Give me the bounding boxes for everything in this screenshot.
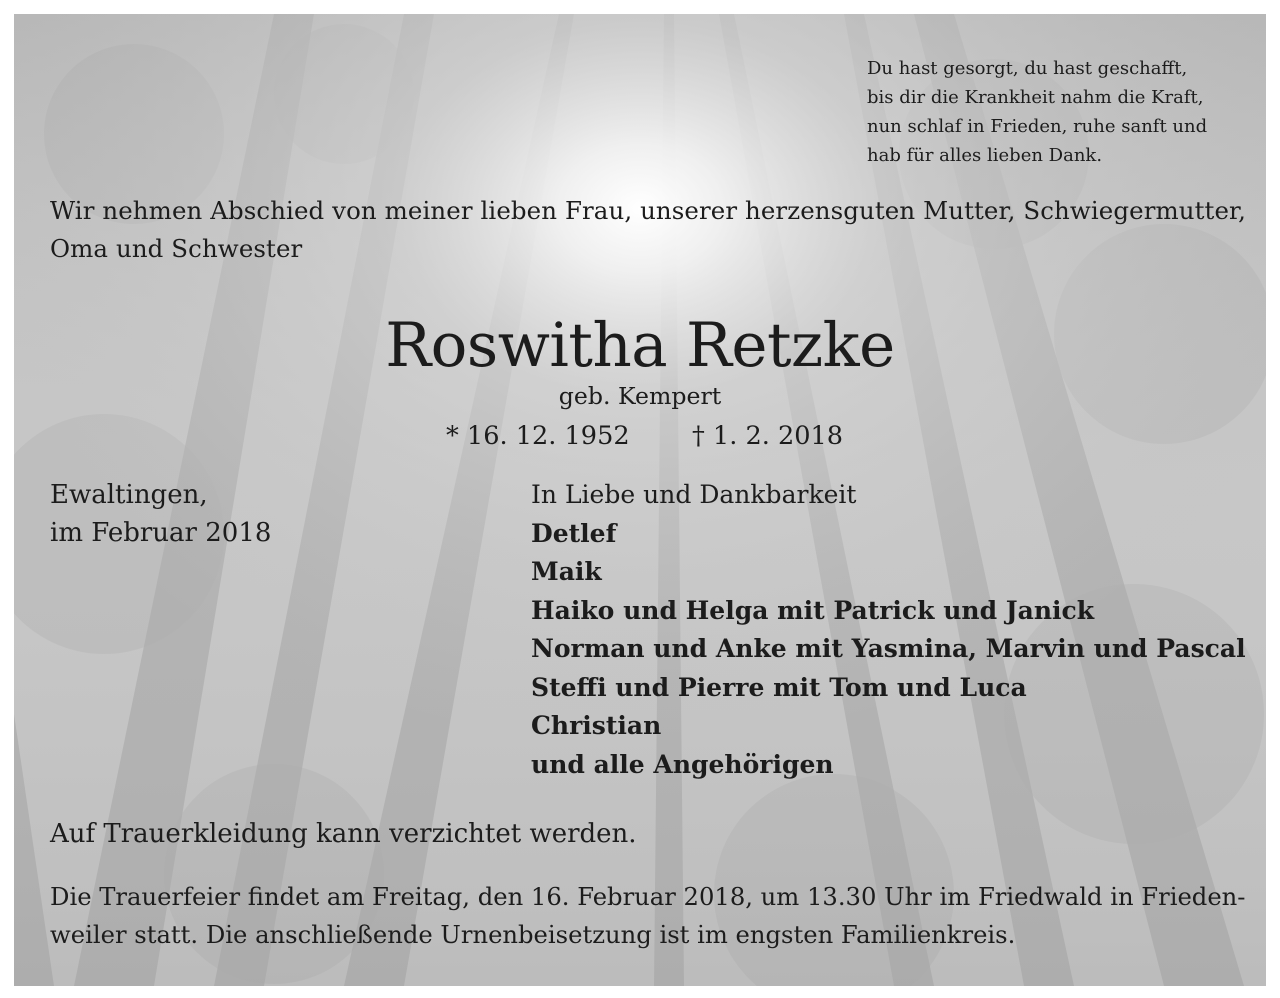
family-signatures: [531, 476, 1246, 784]
family-member: Norman und Anke mit Yasmina, Marvin und Pascal: [531, 634, 1246, 663]
family-member: Detlef: [531, 518, 617, 548]
poem-line: nun schlaf in Frieden, ruhe sanft und: [867, 116, 1208, 137]
place-line: Ewaltingen,: [50, 480, 208, 510]
death-date: † 1. 2. 2018: [692, 421, 844, 451]
mourning-attire-note: Auf Trauerkleidung kann verzichtet werden.: [50, 819, 637, 849]
family-member: Haiko und Helga mit Patrick und Janick: [531, 595, 1095, 625]
service-line: Die Trauerfeier findet am Freitag, den 16. Februar 2018, um 13.30 Uhr im Friedwald in Frieden-: [50, 882, 1246, 911]
intro-line: Wir nehmen Abschied von meiner lieben Frau, unserer herzensguten Mutter, Schwiegermutter,: [50, 196, 1247, 225]
poem-line: Du hast gesorgt, du hast geschafft,: [867, 58, 1188, 79]
family-member: Steffi und Pierre mit Tom und Luca: [531, 672, 1027, 702]
family-member: Christian: [531, 711, 662, 740]
family-intro: In Liebe und Dankbarkeit: [531, 480, 857, 509]
date-line: im Februar 2018: [50, 518, 272, 548]
service-line: weiler statt. Die anschließende Urnenbeisetzung ist im engsten Familienkreis.: [50, 920, 1016, 949]
obituary-notice: [14, 14, 1266, 986]
maiden-name: geb. Kempert: [558, 382, 722, 410]
deceased-name: Roswitha Retzke: [385, 310, 895, 381]
place-and-date: [50, 476, 271, 552]
poem-line: hab für alles lieben Dank.: [867, 145, 1103, 166]
family-member: und alle Angehörigen: [531, 749, 834, 779]
birth-date: * 16. 12. 1952: [446, 421, 630, 451]
memorial-poem: [867, 54, 1207, 170]
funeral-service-info: [50, 878, 1246, 954]
family-member: Maik: [531, 557, 602, 586]
intro-line: Oma und Schwester: [50, 234, 303, 263]
farewell-intro: [50, 192, 1246, 268]
poem-line: bis dir die Krankheit nahm die Kraft,: [867, 87, 1204, 108]
